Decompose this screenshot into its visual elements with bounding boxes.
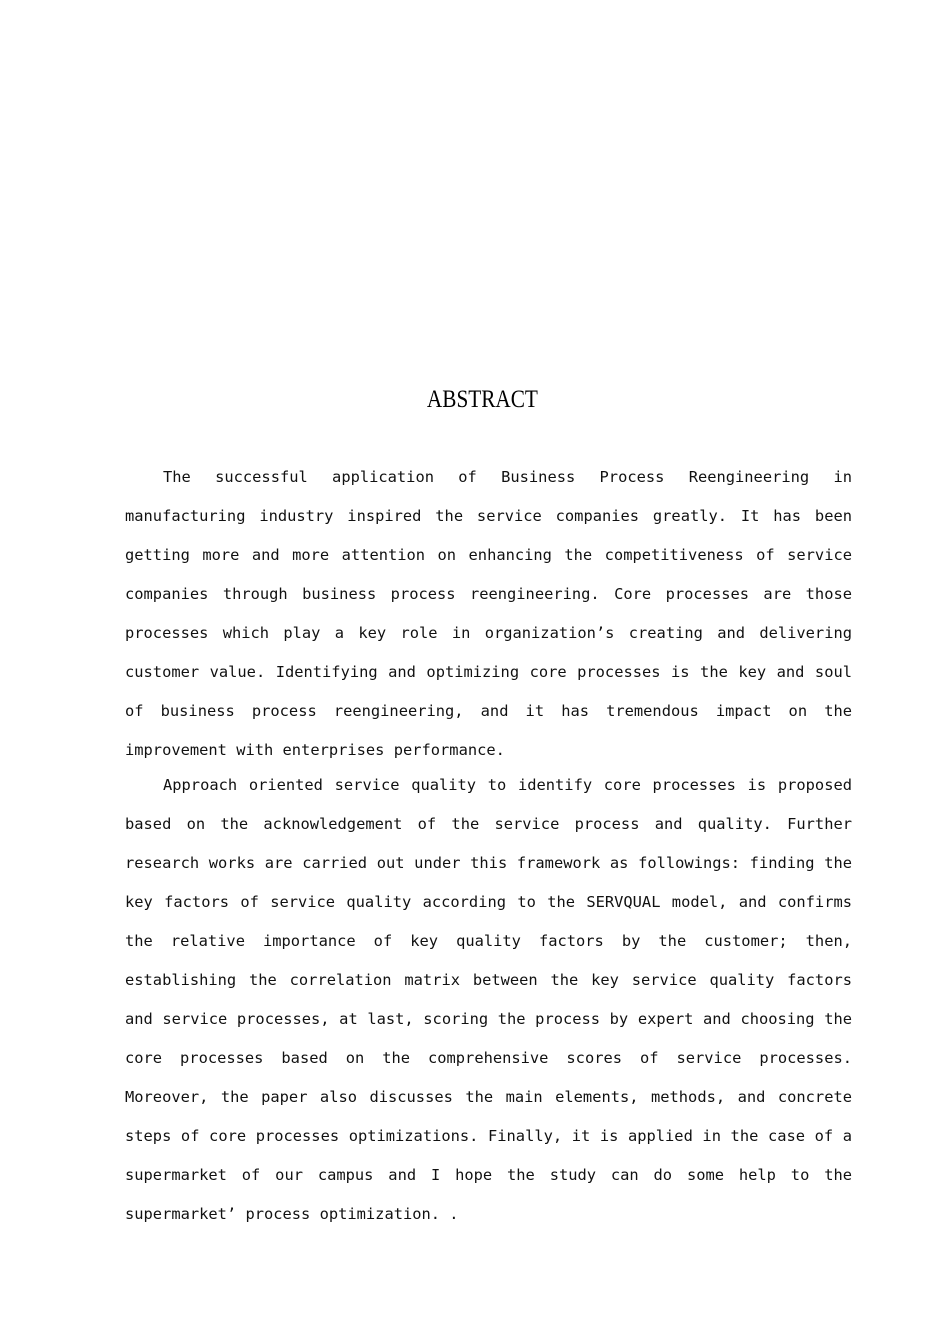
abstract-title: ABSTRACT — [426, 386, 538, 413]
abstract-body-2 — [125, 766, 852, 1234]
abstract-paragraph-2: Approach oriented service quality to identify core processes is proposed based on the acknowledgement of the service process and quality. Further research works are carried out under this framework as followings: finding the key factors of service quality according to the SERVQUAL model, and confirms the relative importance of key quality factors by the customer; then, establishing the correlation matrix between the key service quality factors and service processes, at last, scoring the process by expert and choosing the core processes based on the comprehensive scores of service processes. Moreover, the paper also discusses the main elements, methods, and concrete steps of core processes optimizations. Finally, it is applied in the case of a supermarket of our campus and I hope the study can do some help to the supermarket’ process optimization. . — [125, 776, 852, 1223]
abstract-paragraph-1: The successful application of Business Process Reengineering in manufacturing industry inspired the service companies greatly. It has been getting more and more attention on enhancing the competitiveness of service companies through business process reengineering. Core processes are those processes which play a key role in organization’s creating and delivering customer value. Identifying and optimizing core processes is the key and soul of business process reengineering, and it has tremendous impact on the improvement with enterprises performance. — [125, 468, 852, 759]
abstract-body-1 — [125, 458, 852, 770]
